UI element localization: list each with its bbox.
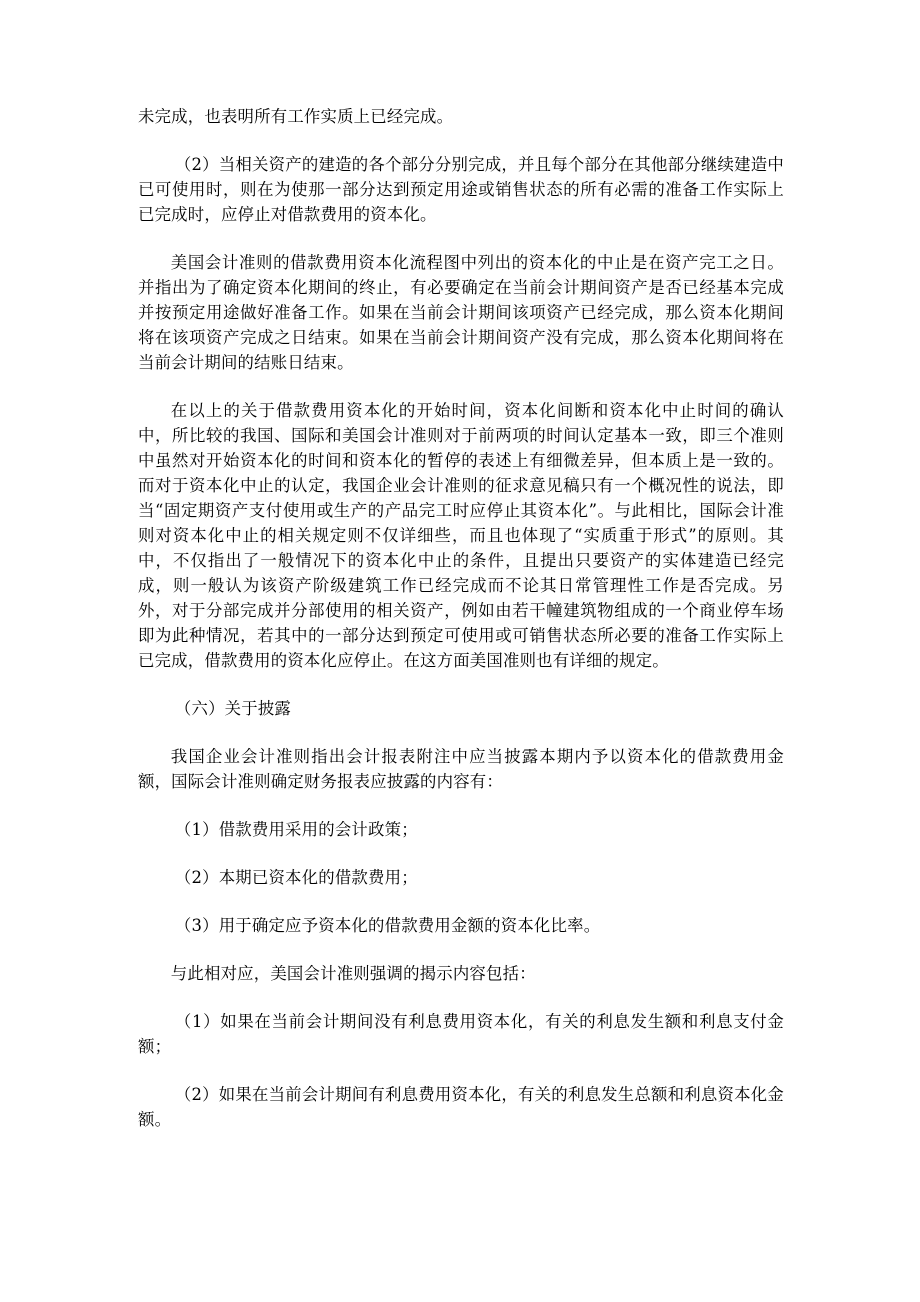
list-item-us-1: （1）如果在当前会计期间没有利息费用资本化，有关的利息发生额和利息支付金额； (138, 1012, 784, 1056)
paragraph-item-2-partial-completion: （2）当相关资产的建造的各个部分分别完成，并且每个部分在其他部分继续建造中已可使用时，则在为使那一部分达到预定用途或销售状态的所有必需的准备工作实际上已完成时，应停止对借款费用的资本化。 (138, 155, 784, 224)
list-item-ias-1: （1）借款费用采用的会计政策； (174, 820, 418, 839)
document-page (138, 104, 784, 1155)
list-item-us-2: （2）如果在当前会计期间有利息费用资本化，有关的利息发生总额和利息资本化金额。 (138, 1085, 784, 1129)
list-item-ias-3: （3）用于确定应予资本化的借款费用金额的资本化比率。 (174, 916, 601, 935)
paragraph-us-disclosure-intro: 与此相对应，美国会计准则强调的揭示内容包括： (170, 964, 536, 983)
list-item-ias-2: （2）本期已资本化的借款费用； (174, 868, 418, 887)
paragraph-comparison: 在以上的关于借款费用资本化的开始时间，资本化间断和资本化中止时间的确认中，所比较的我国、国际和美国会计准则对于前两项的时间认定基本一致，即三个准则中虽然对开始资本化的时间和资本化的暂停的表述上有细微差异，但本质上是一致的。而对于资本化中止的认定，我国企业会计准则的征求意见稿只有一个概况性的说法，即当“固定期资产支付使用或生产的产品完工时应停止其资本化”。与此相比，国际会计准则对资本化中止的相关规定则不仅详细些，而且也体现了“实质重于形式”的原则。其中，不仅指出了一般情况下的资本化中止的条件，且提出只要资产的实体建造已经完成，则一般认为该资产阶级建筑工作已经完成而不论其日常管理性工作是否完成。另外，对于分部完成并分部使用的相关资产，例如由若干幢建筑物组成的一个商业停车场即为此种情况，若其中的一部分达到预定可使用或可销售状态所必要的准备工作实际上已完成，借款费用的资本化应停止。在这方面美国准则也有详细的规定。 (138, 401, 784, 670)
section-heading-disclosure: （六）关于披露 (174, 699, 292, 718)
paragraph-disclosure-intro: 我国企业会计准则指出会计报表附注中应当披露本期内予以资本化的借款费用金额，国际会计准则确定财务报表应披露的内容有： (138, 747, 784, 791)
paragraph-continuation: 未完成，也表明所有工作实质上已经完成。 (138, 107, 454, 126)
paragraph-us-gaap-cessation: 美国会计准则的借款费用资本化流程图中列出的资本化的中止是在资产完工之日。并指出为了确定资本化期间的终止，有必要确定在当前会计期间资产是否已经基本完成并按预定用途做好准备工作。如果在当前会计期间该项资产已经完成，那么资本化期间将在该项资产完成之日结束。如果在当前会计期间资产没有完成，那么资本化期间将在当前会计期间的结账日结束。 (138, 253, 784, 372)
